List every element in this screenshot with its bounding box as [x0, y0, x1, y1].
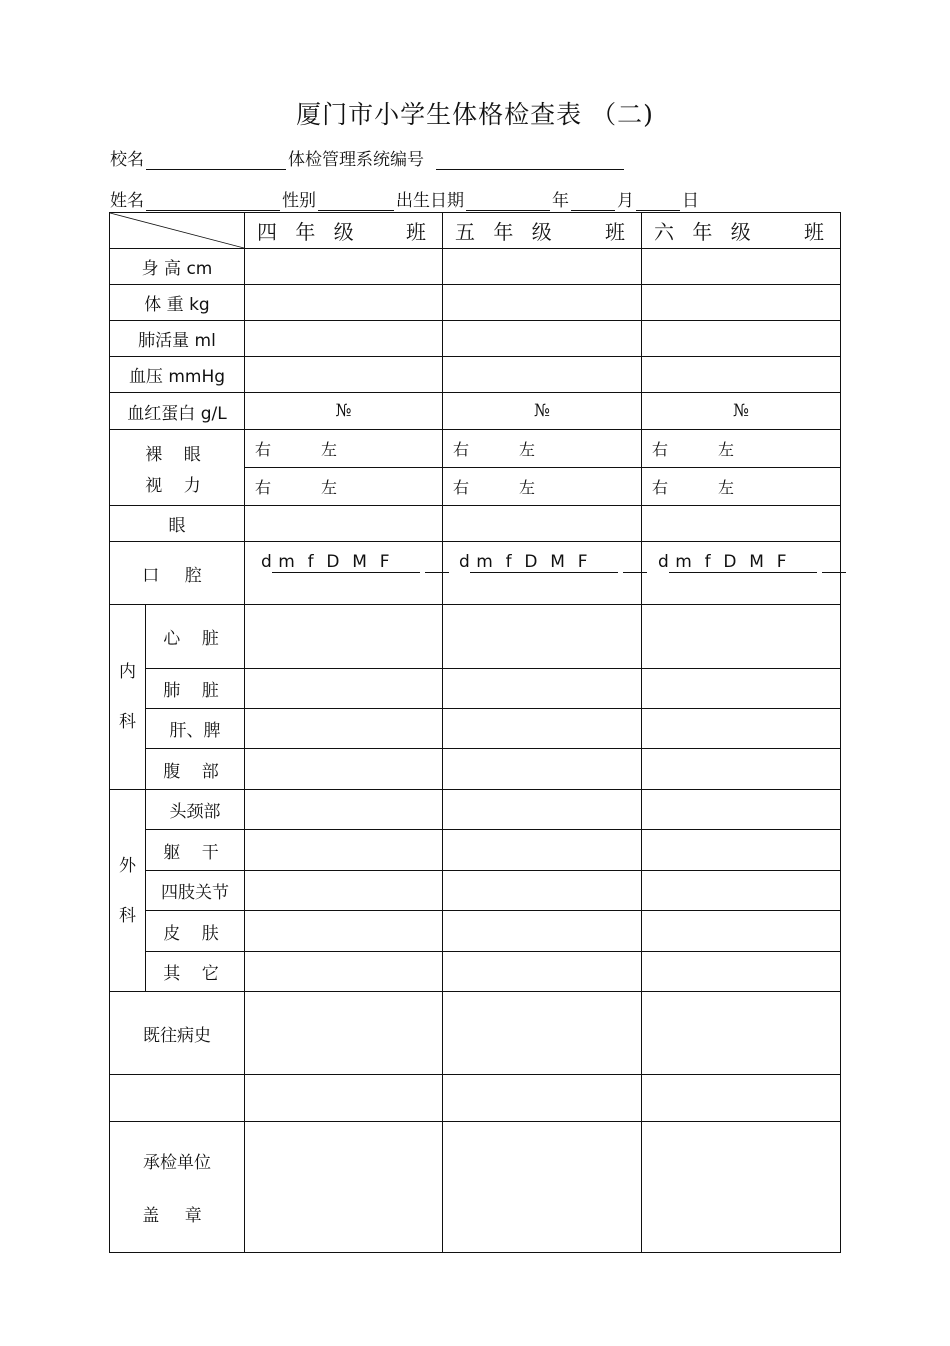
height-g5[interactable]	[443, 249, 642, 285]
year-label: 年	[552, 191, 569, 211]
trunk-g4[interactable]	[245, 830, 443, 871]
abdomen-g4[interactable]	[245, 749, 443, 790]
oral-label: 口 腔	[110, 542, 245, 605]
school-field[interactable]	[146, 151, 286, 170]
lungs-label: 肺 脏	[146, 669, 245, 709]
other-g5[interactable]	[443, 952, 642, 992]
hb-g6[interactable]: №	[642, 393, 841, 430]
vision-g5-row1[interactable]: 右 左	[443, 430, 642, 468]
vision-g5-row2[interactable]: 右 左	[443, 468, 642, 506]
lungs-g4[interactable]	[245, 669, 443, 709]
blank-g5[interactable]	[443, 1075, 642, 1122]
history-g4[interactable]	[245, 992, 443, 1075]
skin-label: 皮 肤	[146, 911, 245, 952]
other-label: 其 它	[146, 952, 245, 992]
head-g5[interactable]	[443, 790, 642, 830]
bp-g6[interactable]	[642, 357, 841, 393]
heart-label: 心 脏	[146, 605, 245, 669]
lung-g6[interactable]	[642, 321, 841, 357]
exam-no-label: 体检管理系统编号	[288, 150, 424, 170]
eye-g6[interactable]	[642, 506, 841, 542]
eye-g4[interactable]	[245, 506, 443, 542]
hb-g4[interactable]: №	[245, 393, 443, 430]
vision-g6-row1[interactable]: 右 左	[642, 430, 841, 468]
grade-4-header: 四 年 级 班	[245, 213, 443, 249]
month-label: 月	[617, 191, 634, 211]
lungs-g6[interactable]	[642, 669, 841, 709]
liver-g6[interactable]	[642, 709, 841, 749]
grade-6-header: 六 年 级 班	[642, 213, 841, 249]
hb-g5[interactable]: №	[443, 393, 642, 430]
weight-g5[interactable]	[443, 285, 642, 321]
gender-label: 性别	[282, 191, 316, 211]
heart-g4[interactable]	[245, 605, 443, 669]
height-label: 身 高 cm	[110, 249, 245, 285]
bp-g4[interactable]	[245, 357, 443, 393]
medical-history-label: 既往病史	[110, 992, 245, 1075]
teeth-g6[interactable]: d m f D M F	[642, 542, 841, 605]
liver-spleen-label: 肝、脾	[146, 709, 245, 749]
history-g6[interactable]	[642, 992, 841, 1075]
skin-g5[interactable]	[443, 911, 642, 952]
name-field[interactable]	[146, 192, 280, 211]
teeth-g4[interactable]: d m f D M F	[245, 542, 443, 605]
height-g4[interactable]	[245, 249, 443, 285]
liver-g4[interactable]	[245, 709, 443, 749]
vision-g4-row2[interactable]: 右 左	[245, 468, 443, 506]
eye-label: 眼	[110, 506, 245, 542]
head-g4[interactable]	[245, 790, 443, 830]
stamp-g5[interactable]	[443, 1122, 642, 1253]
diagonal-header-cell	[110, 213, 245, 249]
name-label: 姓名	[110, 191, 144, 211]
limbs-g4[interactable]	[245, 871, 443, 911]
eye-g5[interactable]	[443, 506, 642, 542]
heart-g6[interactable]	[642, 605, 841, 669]
skin-g4[interactable]	[245, 911, 443, 952]
liver-g5[interactable]	[443, 709, 642, 749]
limbs-g5[interactable]	[443, 871, 642, 911]
surgery-label: 外 科	[110, 790, 146, 992]
weight-label: 体 重 kg	[110, 285, 245, 321]
abdomen-g6[interactable]	[642, 749, 841, 790]
trunk-g6[interactable]	[642, 830, 841, 871]
skin-g6[interactable]	[642, 911, 841, 952]
limbs-joints-label: 四肢关节	[146, 871, 245, 911]
birth-year-field[interactable]	[466, 192, 550, 211]
history-g5[interactable]	[443, 992, 642, 1075]
diagonal-line	[110, 213, 244, 248]
grade-5-header: 五 年 级 班	[443, 213, 642, 249]
heart-g5[interactable]	[443, 605, 642, 669]
exam-table	[109, 212, 841, 1253]
weight-g6[interactable]	[642, 285, 841, 321]
school-row	[110, 145, 626, 170]
day-label: 日	[682, 191, 699, 211]
lung-capacity-label: 肺活量 ml	[110, 321, 245, 357]
birth-month-field[interactable]	[571, 192, 615, 211]
stamp-g6[interactable]	[642, 1122, 841, 1253]
blank-g6[interactable]	[642, 1075, 841, 1122]
lungs-g5[interactable]	[443, 669, 642, 709]
trunk-label: 躯 干	[146, 830, 245, 871]
limbs-g6[interactable]	[642, 871, 841, 911]
blood-pressure-label: 血压 mmHg	[110, 357, 245, 393]
internal-medicine-label: 内 科	[110, 605, 146, 790]
head-g6[interactable]	[642, 790, 841, 830]
blank-label-cell	[110, 1075, 245, 1122]
other-g6[interactable]	[642, 952, 841, 992]
height-g6[interactable]	[642, 249, 841, 285]
exam-no-field[interactable]	[436, 151, 624, 170]
teeth-g5[interactable]: d m f D M F	[443, 542, 642, 605]
trunk-g5[interactable]	[443, 830, 642, 871]
weight-g4[interactable]	[245, 285, 443, 321]
school-label: 校名	[110, 150, 144, 170]
other-g4[interactable]	[245, 952, 443, 992]
abdomen-label: 腹 部	[146, 749, 245, 790]
vision-g6-row2[interactable]: 右 左	[642, 468, 841, 506]
vision-label: 裸 眼 视 力	[110, 430, 245, 506]
birth-label: 出生日期	[396, 191, 464, 211]
lung-g5[interactable]	[443, 321, 642, 357]
birth-day-field[interactable]	[636, 192, 680, 211]
exam-unit-stamp-label: 承检单位 盖 章	[110, 1122, 245, 1253]
hemoglobin-label: 血红蛋白 g/L	[110, 393, 245, 430]
abdomen-g5[interactable]	[443, 749, 642, 790]
bp-g5[interactable]	[443, 357, 642, 393]
blank-g4[interactable]	[245, 1075, 443, 1122]
stamp-g4[interactable]	[245, 1122, 443, 1253]
page-title: 厦门市小学生体格检查表 （二)	[296, 100, 654, 129]
name-row	[110, 186, 699, 211]
gender-field[interactable]	[318, 192, 394, 211]
vision-g4-row1[interactable]: 右 左	[245, 430, 443, 468]
head-neck-label: 头颈部	[146, 790, 245, 830]
lung-g4[interactable]	[245, 321, 443, 357]
